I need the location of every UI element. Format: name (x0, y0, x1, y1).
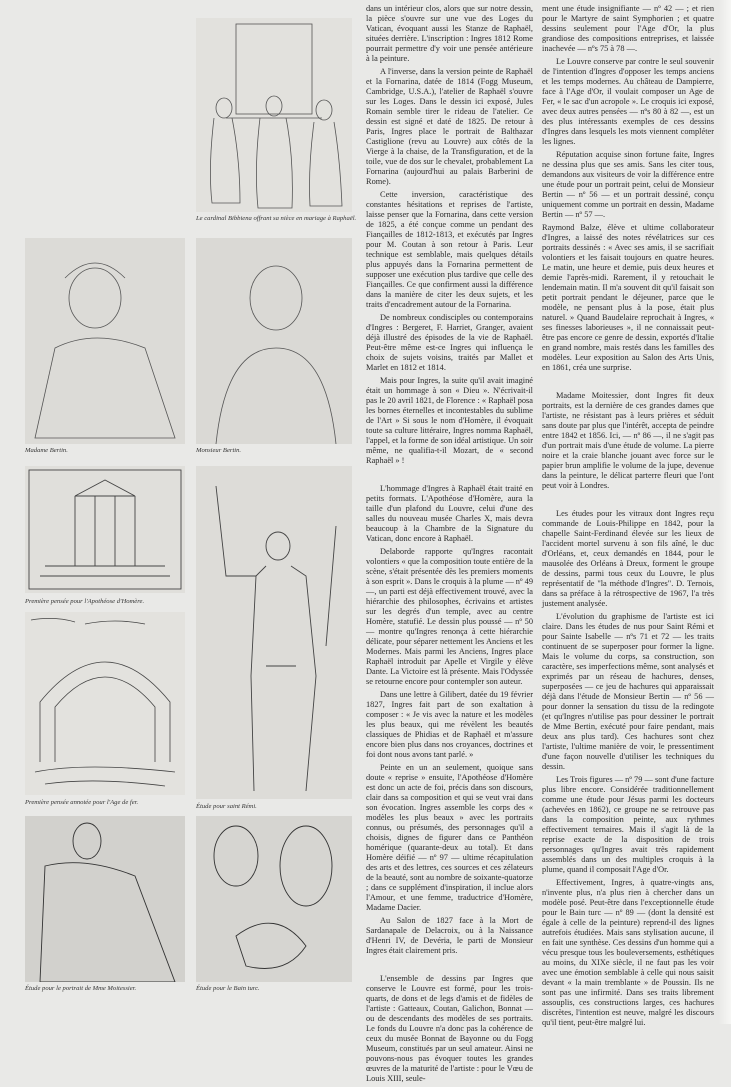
page-edge (719, 0, 731, 1024)
figure-caption: Madame Bertin. (25, 447, 68, 454)
paragraph: A l'inverse, dans la version peinte de Raphaël et la Fornarina, datée de 1814 (Fogg Museum, Cambridge, U.S.A.), l'atelier de Raphaël s'ouvre sur les Loges. Dans le dessin ici exposé, Jules Romain semble tirer le rideau de l'atelier. Ce dessin est signé et daté de 1825. De retour à Paris, Ingres place le portrait de Balthazar Castiglione (revu au Louvre) aux côtés de la Vierge à la chaise, de la Transfiguration, et de la toile, vue de dos sur le chevalet, probablement La Fornarina (aujourd'hui au palais Barberini de Rome). (366, 67, 533, 186)
sketch-temple-icon (25, 466, 185, 593)
drawing-saint-remi (196, 466, 352, 799)
text-group (542, 4, 714, 373)
paragraph: Les études pour les vitraux dont Ingres reçu commande de Louis-Philippe en 1842, pour la chapelle Saint-Ferdinand élevée sur les lieux de l'accident mortel survenu à son fils aîné, le duc d'Orléans, et, ceux demandés en 1844, pour le mausolée des Orléans à Dreux, forment le groupe de dessins, parmi tous ceux du Louvre, le plus représentatif de "la méthode d'Ingres". D. Ternois, dans sa préface à la rétrospective de 1967, l'a très justement analysée. (542, 509, 714, 608)
drawing-age-de-fer (25, 612, 185, 795)
sketch-nude-icon (196, 466, 352, 799)
figure-caption: Monsieur Bertin. (196, 447, 242, 454)
drawing-moitessier (25, 816, 185, 982)
paragraph: Au Salon de 1827 face à la Mort de Sardanapale de Delacroix, ou à la Naissance d'Henri IV, de Devéria, le parti de Monsieur Ingres était clairement pris. (366, 916, 533, 955)
paragraph: Le Louvre conserve par contre le seul souvenir de l'intention d'Ingres d'opposer les temps anciens et les temps modernes. Au château de Dampierre, face à l'Age d'Or, il voulait composer un Age de Fer, « le sac d'un acropole ». Le croquis ici exposé, avec deux autres pensées — nºs 80 à 82 —, est un des plus intéressants exemples de ces dessins d'Ingres dans lesquels les mots viennent compléter les lignes. (542, 57, 714, 146)
figure-caption: Étude pour le portrait de Mme Moitessier. (25, 985, 137, 992)
paragraph: Delaborde rapporte qu'Ingres racontait volontiers « que la composition toute entière de la scène, s'était présentée dès les premiers moments à son esprit ». Dans le croquis à la plume — nº 49 —, un parti est déjà effectivement trouvé, avec la hiérarchie des philosophes, écrivains et artistes sur les degrés d'un temple, avec au centre Homère, statufié. Le dessin plus poussé — nº 50 — montre qu'Ingres renonça à cette hiérarchie délicate, pour séparer nettement les Anciens et les Modernes. Mais parmi les Anciens, Ingres place Raphaël introduit par Apelle et Virgile y élève Dante. La Victoire est là présente. Mais l'Odyssée se retourne encore pour contempler son auteur. (366, 547, 533, 686)
sketch-portrait-icon (196, 238, 352, 444)
paragraph: Peinte en un an seulement, quoique sans doute « reprise » ensuite, l'Apothéose d'Homère est donc un acte de foi, précis dans son discours, clair dans sa composition et qui se veut vrai dans son évocation. Ingres assemble les corps des « modèles les plus beaux » avec les portraits connus, ou présumés, des personnages qu'il a choisis, dignes de figurer dans ce Panthéon homérique (quarante-deux au total). Et dans Homère déifié — nº 97 — ultime récapitulation des arts et des lettres, ces sources et ces zélateurs de la beauté, sont au nombre de soixante-quatorze ; dans ce supplément d'inspiration, il inclue alors l'Amour, et une femme, traductrice d'Homère, Madame Dacier. (366, 763, 533, 912)
paragraph: Dans une lettre à Gilibert, datée du 19 février 1827, Ingres fait part de son exaltation à composer : « Je vis avec la nature et les modèles les plus beaux, qui me révèlent les beautés classiques de Phidias et de Raphaël et m'assure encore bien plus dans nos croyances, doctrines et foi dont nous avons tant parlé. » (366, 690, 533, 759)
text-group (366, 4, 533, 466)
sketch-bathers-icon (196, 816, 352, 982)
text-column-2 (542, 4, 714, 1031)
figure-caption: Le cardinal Bibbiena offrant sa nièce en mariage à Raphaël. (196, 215, 357, 222)
drawing-bibbiena (196, 18, 352, 212)
text-group (366, 484, 533, 956)
text-group (542, 509, 714, 1028)
sketch-annotated-arch-icon (25, 612, 185, 795)
paragraph: De nombreux condisciples ou contemporains d'Ingres : Bergeret, F. Harriet, Granger, avaient déjà illustré des épisodes de la vie de Raphaël. Peut-être même est-ce Ingres qui influença le choix de sujets voisins, traités par Mallet et Marlet en 1812 et 1814. (366, 313, 533, 372)
paragraph: Réputation acquise sinon fortune faite, Ingres ne dessina plus que ses amis. Sans les citer tous, demandons aux visiteurs de voir la différence entre une étude pour un portrait peint, celui de Monsieur Bertin — nº 56 — et un portrait dessiné, conçu uniquement comme un portrait en dessin, Madame Bertin — nº 57 —. (542, 150, 714, 219)
drawing-bain-turc (196, 816, 352, 982)
text-group (542, 391, 714, 491)
sketch-figures-icon (196, 18, 352, 212)
paragraph: Cette inversion, caractéristique des constantes hésitations et reprises de l'artiste, laisse penser que la Fornarina, dans cette version de 1825, a été conçue comme un pendant des Fiançailles de 1812-1813, et exécutés par Ingres pour M. Coutan à son retour à Paris. Leur technique est semblable, mais quelques détails plus appuyés dans la Fornarina permettent de supposer une exécution plus tardive que celle des Fiançailles. Ce que confirment aussi la différence dans la manière de citer les deux sujets, et les traits d'encadrement autour de la Fornarina. (366, 190, 533, 309)
paragraph: Raymond Balze, élève et ultime collaborateur d'Ingres, a laissé des notes révélatrices sur ces portraits dessinés : « Avec ses amis, il se sacrifiait volontiers et les faisait toujours en quatre heures. Le matin, une heure et demie, puis deux heures et demie l'après-midi. Rarement, il y retouchait le lendemain matin. Il m'a souvent dit qu'il faisait son petit portrait pendant le déjeuner, parce que le modèle, ne pensant plus à la pose, était plus naturel. » Quand Baudelaire reprochait à Ingres, « ses finesses laborieuses », il ne connaissait peut-être pas encore ce genre de dessin, exportés d'Italie en grand nombre, mais restés dans les familles des modèles. Leur exposition au Salon des Arts Unis, en 1861, créa une surprise. (542, 223, 714, 372)
paragraph: dans un intérieur clos, alors que sur notre dessin, la pièce s'ouvre sur une vue des Loges du Vatican, évoquant aussi les Stanze de Raphaël, situées derrière. L'inscription : Ingres 1812 Rome pourrait permettre d'y voir une pensée antérieure à la peinture. (366, 4, 533, 63)
paragraph: L'évolution du graphisme de l'artiste est ici claire. Dans les études de nus pour Saint Rémi et pour Sainte Isabelle — nºs 71 et 72 — les traits continuent de se superposer pour former la ligne. Mais le volume du corps, sa construction, son caractère, ses imperfections même, sont analysés et exprimés par un réseau de hachures, denses, superposées — ce jeu de hachures qui apparaissait déjà dans l'étude de Monsieur Bertin — nº 56 — pour donner la sensation du tissu de la redingote (et qu'Ingres n'utilise pas pour dessiner le portrait de Mme Bertin, exécuté pour faire pendant, mais deux ans plus tard). Ces hachures sont chez l'artiste, l'ultime manière de voir, le pressentiment d'une façon nouvelle d'utiliser les techniques du dessin. (542, 612, 714, 771)
sketch-seated-woman-icon (25, 816, 185, 982)
drawing-apotheose (25, 466, 185, 593)
figure-caption: Étude pour le Bain turc. (196, 985, 260, 992)
drawing-monsieur-bertin (196, 238, 352, 444)
paragraph: Les Trois figures — nº 79 — sont d'une facture plus libre encore. Considérée traditionnellement comme une étude pour Jésus parmi les docteurs (achevées en 1862), ce groupe ne se retrouve pas dans la composition peinte, aux rythmes effectivement ternaires. Mais il s'agit là de la reprise exacte de la disposition de trois personnages qu'Ingres avait très rapidement assemblés dans un des multiples croquis à la plume, quand il composait l'Age d'Or. (542, 775, 714, 874)
paragraph: Effectivement, Ingres, à quatre-vingts ans, n'invente plus, n'a plus rien à chercher dans un modèle posé. Peut-être dans l'exceptionnelle étude pour le Bain turc — nº 89 — (dont la densité est égale à celle de la peinture) reprend-il des lignes autrefois étudiées. Mais sans stylisation aucune, il en fait une synthèse. Ces dessins d'un homme qui a vécu presque tous les bouleversements, esthétiques au moins, du XIXe siècle, il ne faut pas les voir avec une émotion semblable à celle qui nous saisit devant « la main tremblante » de Poussin. Ils ne sont pas une infirmité. Dans ses traits librement assouplis, ces constructions larges, ces hachures discrètes, l'intention est neuve, malgré les discours qu'il tient, peut-être malgré lui. (542, 878, 714, 1027)
drawing-madame-bertin (25, 238, 185, 444)
paragraph: L'hommage d'Ingres à Raphaël était traité en petits formats. L'Apothéose d'Homère, aura la taille d'un plafond du Louvre, celui d'une des salles du nouveau musée Charles X, mais devra beaucoup à la Chambre de la Signature du Vatican, donc encore à Raphaël. (366, 484, 533, 543)
figure-caption: Première pensée annotée pour l'Age de fer. (25, 799, 139, 806)
paragraph: ment une étude insignifiante — nº 42 — ; et rien pour le Martyre de saint Symphorien ; et quatre dessins seulement pour l'Age d'Or, la plus grandiose des compositions entreprises, et laissée inachevée — nºs 75 à 78 —. (542, 4, 714, 53)
text-column-1 (366, 4, 533, 1087)
text-group (366, 974, 533, 1084)
sketch-portrait-icon (25, 238, 185, 444)
figure-caption: Étude pour saint Rémi. (196, 803, 257, 810)
paragraph: Mais pour Ingres, la suite qu'il avait imaginé était un hommage à son « Dieu ». N'écrivait-il pas le 20 avril 1821, de Florence : « Raphaël posa les bornes éternelles et incontestables du sublime de l'Art » Si sous le nom d'Homère, il évoquait toute sa culture littéraire, Ingres nomma Raphaël, l'appel, et la forme de son idéal artistique. Un soir même, ne qualifia-t-il Mozart, de « second Raphaël » ! (366, 376, 533, 465)
paragraph: Madame Moitessier, dont Ingres fit deux portraits, est la dernière de ces grandes dames que l'artiste, ne résistant pas à leurs prières et séduit sans doute par plus que l'intérêt, accepta de peindre entre 1842 et 1856. Ici, — nº 86 —, il ne s'agit pas d'un portrait mais d'une étude de volume. La pierre noire et la craie blanche jouant avec force sur le papier brun amplifie le volume de la jupe, devenue dans la peinture, le délicat parterre fleuri que l'ont peut voir à Londres. (542, 391, 714, 490)
figure-caption: Première pensée pour l'Apothéose d'Homère. (25, 598, 145, 605)
paragraph: L'ensemble de dessins par Ingres que conserve le Louvre est formé, pour les trois-quarts, de dons et de legs d'amis et de fidèles de l'artiste : Gatteaux, Coutan, Galichon, Bonnat — ou de descendants des modèles de ses portraits. Le fonds du Louvre n'a donc pas la cohérence de ceux du musée Bonnat de Bayonne ou du Fogg Museum, constitués par un seul amateur. Ainsi ne pouvons-nous pas évoquer toutes les grandes œuvres de la maturité de l'artiste : pour le Vœu de Louis XIII, seule- (366, 974, 533, 1083)
